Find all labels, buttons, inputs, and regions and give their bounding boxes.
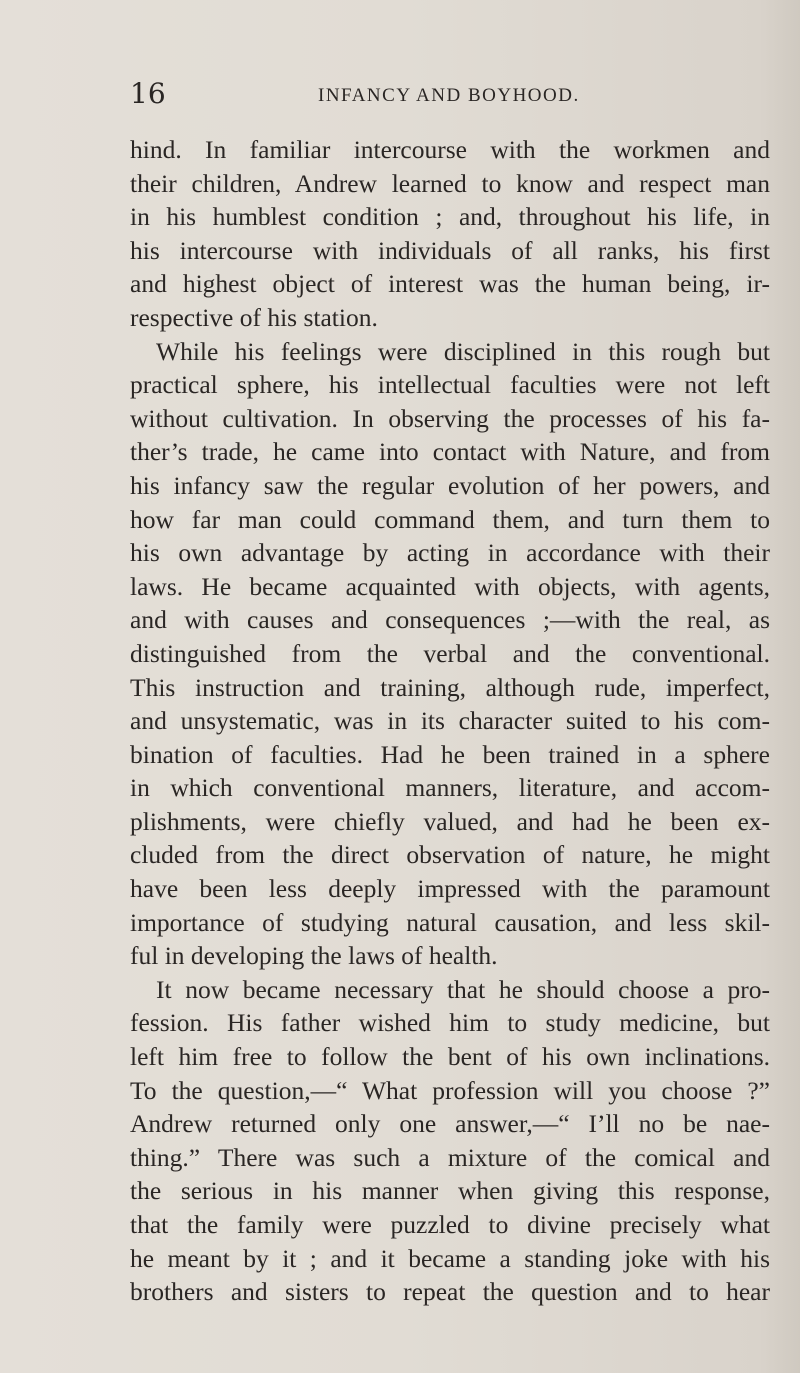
text-line: Andrew returned only one answer,—“ I’ll no be nae-: [130, 1109, 770, 1139]
text-line: their children, Andrew learned to know and respect man: [130, 168, 770, 198]
text-line: hind. In familiar intercourse with the workmen and: [130, 135, 770, 164]
text-line: plishments, were chiefly valued, and had he been ex-: [130, 806, 770, 836]
text-line: laws. He became acquainted with objects, with agents,: [130, 571, 770, 601]
text-line: and unsystematic, was in its character suited to his com-: [130, 706, 770, 736]
text-line: and highest object of interest was the human being, ir-: [130, 269, 770, 299]
text-line: left him free to follow the bent of his own inclinations.: [130, 1042, 770, 1072]
text-line: without cultivation. In observing the processes of his fa-: [130, 403, 770, 433]
text-line: It now became necessary that he should choose a pro-: [156, 974, 770, 1004]
text-line: fession. His father wished him to study medicine, but: [130, 1008, 770, 1038]
text-line: importance of studying natural causation, and less skil-: [130, 907, 770, 937]
text-line: the serious in his manner when giving this response,: [130, 1176, 770, 1206]
text-line: While his feelings were disciplined in this rough but: [156, 336, 770, 366]
text-line: respective of his station.: [130, 302, 378, 332]
text-line: he meant by it ; and it became a standing joke with his: [130, 1243, 770, 1273]
text-line: in his humblest condition ; and, throughout his life, in: [130, 202, 770, 232]
text-line: brothers and sisters to repeat the question and to hear: [130, 1277, 770, 1307]
text-line: and with causes and consequences ;—with the real, as: [130, 605, 770, 635]
text-line: To the question,—“ What profession will you choose ?”: [130, 1075, 770, 1105]
text-line: This instruction and training, although rude, imperfect,: [130, 672, 770, 702]
text-line: in which conventional manners, literature, and accom-: [130, 773, 770, 803]
text-line: his infancy saw the regular evolution of her powers, and: [130, 470, 770, 500]
text-line: ful in developing the laws of health.: [130, 941, 498, 971]
text-line: bination of faculties. Had he been trained in a sphere: [130, 739, 770, 769]
text-line: ther’s trade, he came into contact with Nature, and from: [130, 437, 770, 467]
text-line: that the family were puzzled to divine precisely what: [130, 1210, 770, 1239]
text-line: thing.” There was such a mixture of the comical and: [130, 1142, 770, 1172]
text-line: practical sphere, his intellectual faculties were not left: [130, 370, 770, 400]
text-line: have been less deeply impressed with the paramount: [130, 874, 770, 904]
page-number: 16: [130, 77, 166, 110]
body-text: [130, 133, 770, 1309]
page-header: [130, 78, 770, 110]
text-line: his intercourse with individuals of all ranks, his first: [130, 235, 770, 265]
text-line: his own advantage by acting in accordance with their: [130, 538, 770, 568]
text-line: cluded from the direct observation of nature, he might: [130, 840, 770, 870]
text-line: distinguished from the verbal and the conventional.: [130, 638, 770, 668]
text-line: how far man could command them, and turn them to: [130, 504, 770, 534]
running-head: INFANCY AND BOYHOOD.: [318, 85, 580, 106]
